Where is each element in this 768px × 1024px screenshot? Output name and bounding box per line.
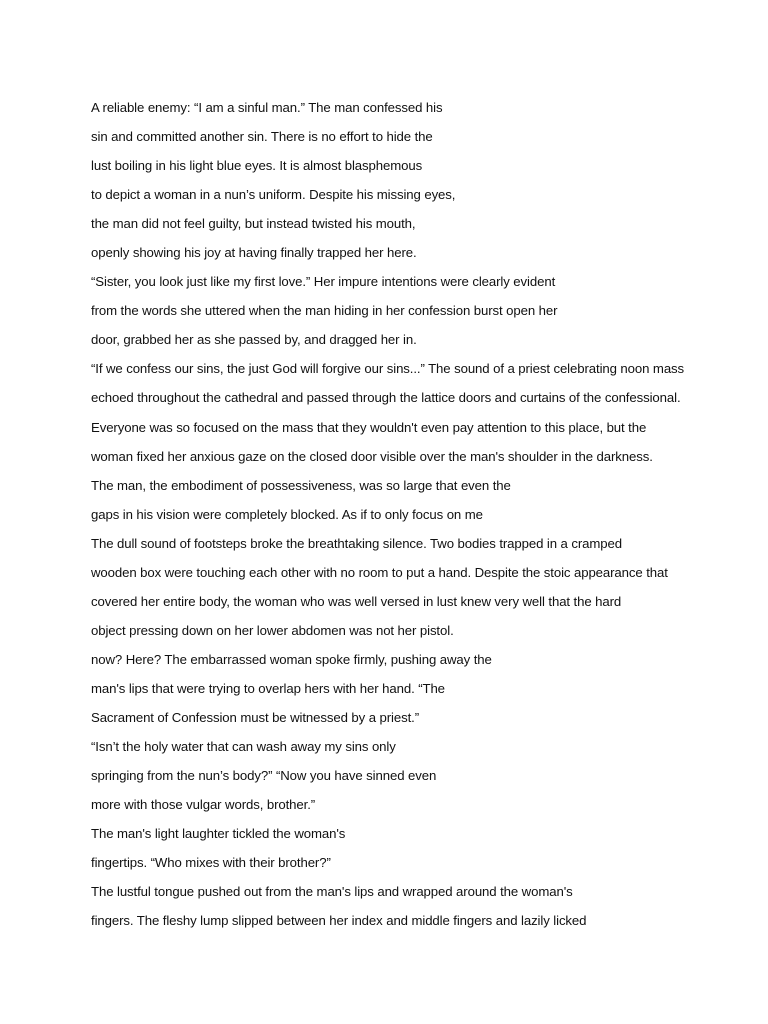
- text-line: “Isn’t the holy water that can wash away my sins only: [91, 739, 396, 755]
- text-line: The man, the embodiment of possessiveness, was so large that even the: [91, 477, 511, 493]
- text-line: fingertips. “Who mixes with their brother?”: [91, 855, 331, 871]
- text-line: to depict a woman in a nun’s uniform. Despite his missing eyes,: [91, 187, 456, 203]
- text-line: “If we confess our sins, the just God will forgive our sins...” The sound of a priest celebrating noon mass: [91, 361, 685, 377]
- body-text: [91, 93, 751, 935]
- text-line: The man's light laughter tickled the woman's: [91, 826, 346, 842]
- text-line: sin and committed another sin. There is no effort to hide the: [91, 129, 433, 145]
- text-line: A reliable enemy: “I am a sinful man.” The man confessed his: [91, 100, 443, 115]
- text-line: object pressing down on her lower abdomen was not her pistol.: [91, 622, 454, 638]
- text-line: door, grabbed her as she passed by, and dragged her in.: [91, 332, 417, 348]
- text-line: gaps in his vision were completely blocked. As if to only focus on me: [91, 506, 483, 522]
- text-line: Sacrament of Confession must be witnessed by a priest.”: [91, 709, 420, 725]
- text-line: covered her entire body, the woman who was well versed in lust knew very well that the hard: [91, 593, 622, 609]
- text-line: woman fixed her anxious gaze on the closed door visible over the man's shoulder in the darkness.: [91, 448, 653, 464]
- text-line: man's lips that were trying to overlap hers with her hand. “The: [91, 680, 445, 696]
- text-line: fingers. The fleshy lump slipped between her index and middle fingers and lazily licked: [91, 913, 587, 929]
- text-line: the man did not feel guilty, but instead twisted his mouth,: [91, 216, 416, 232]
- text-line: more with those vulgar words, brother.”: [91, 797, 316, 813]
- text-line: now? Here? The embarrassed woman spoke firmly, pushing away the: [91, 651, 492, 667]
- text-line: from the words she uttered when the man hiding in her confession burst open her: [91, 303, 558, 319]
- text-line: openly showing his joy at having finally trapped her here.: [91, 245, 417, 261]
- text-line: The dull sound of footsteps broke the breathtaking silence. Two bodies trapped in a cramped: [91, 535, 622, 551]
- text-line: The lustful tongue pushed out from the man's lips and wrapped around the woman's: [91, 884, 573, 900]
- text-line: wooden box were touching each other with no room to put a hand. Despite the stoic appearance that: [91, 564, 668, 580]
- text-line: springing from the nun’s body?” “Now you have sinned even: [91, 768, 437, 784]
- text-line: Everyone was so focused on the mass that they wouldn't even pay attention to this place, but the: [91, 419, 647, 435]
- text-line: echoed throughout the cathedral and passed through the lattice doors and curtains of the confessional.: [91, 390, 681, 406]
- text-line: lust boiling in his light blue eyes. It is almost blasphemous: [91, 158, 423, 174]
- text-line: “Sister, you look just like my first love.” Her impure intentions were clearly evident: [91, 274, 556, 290]
